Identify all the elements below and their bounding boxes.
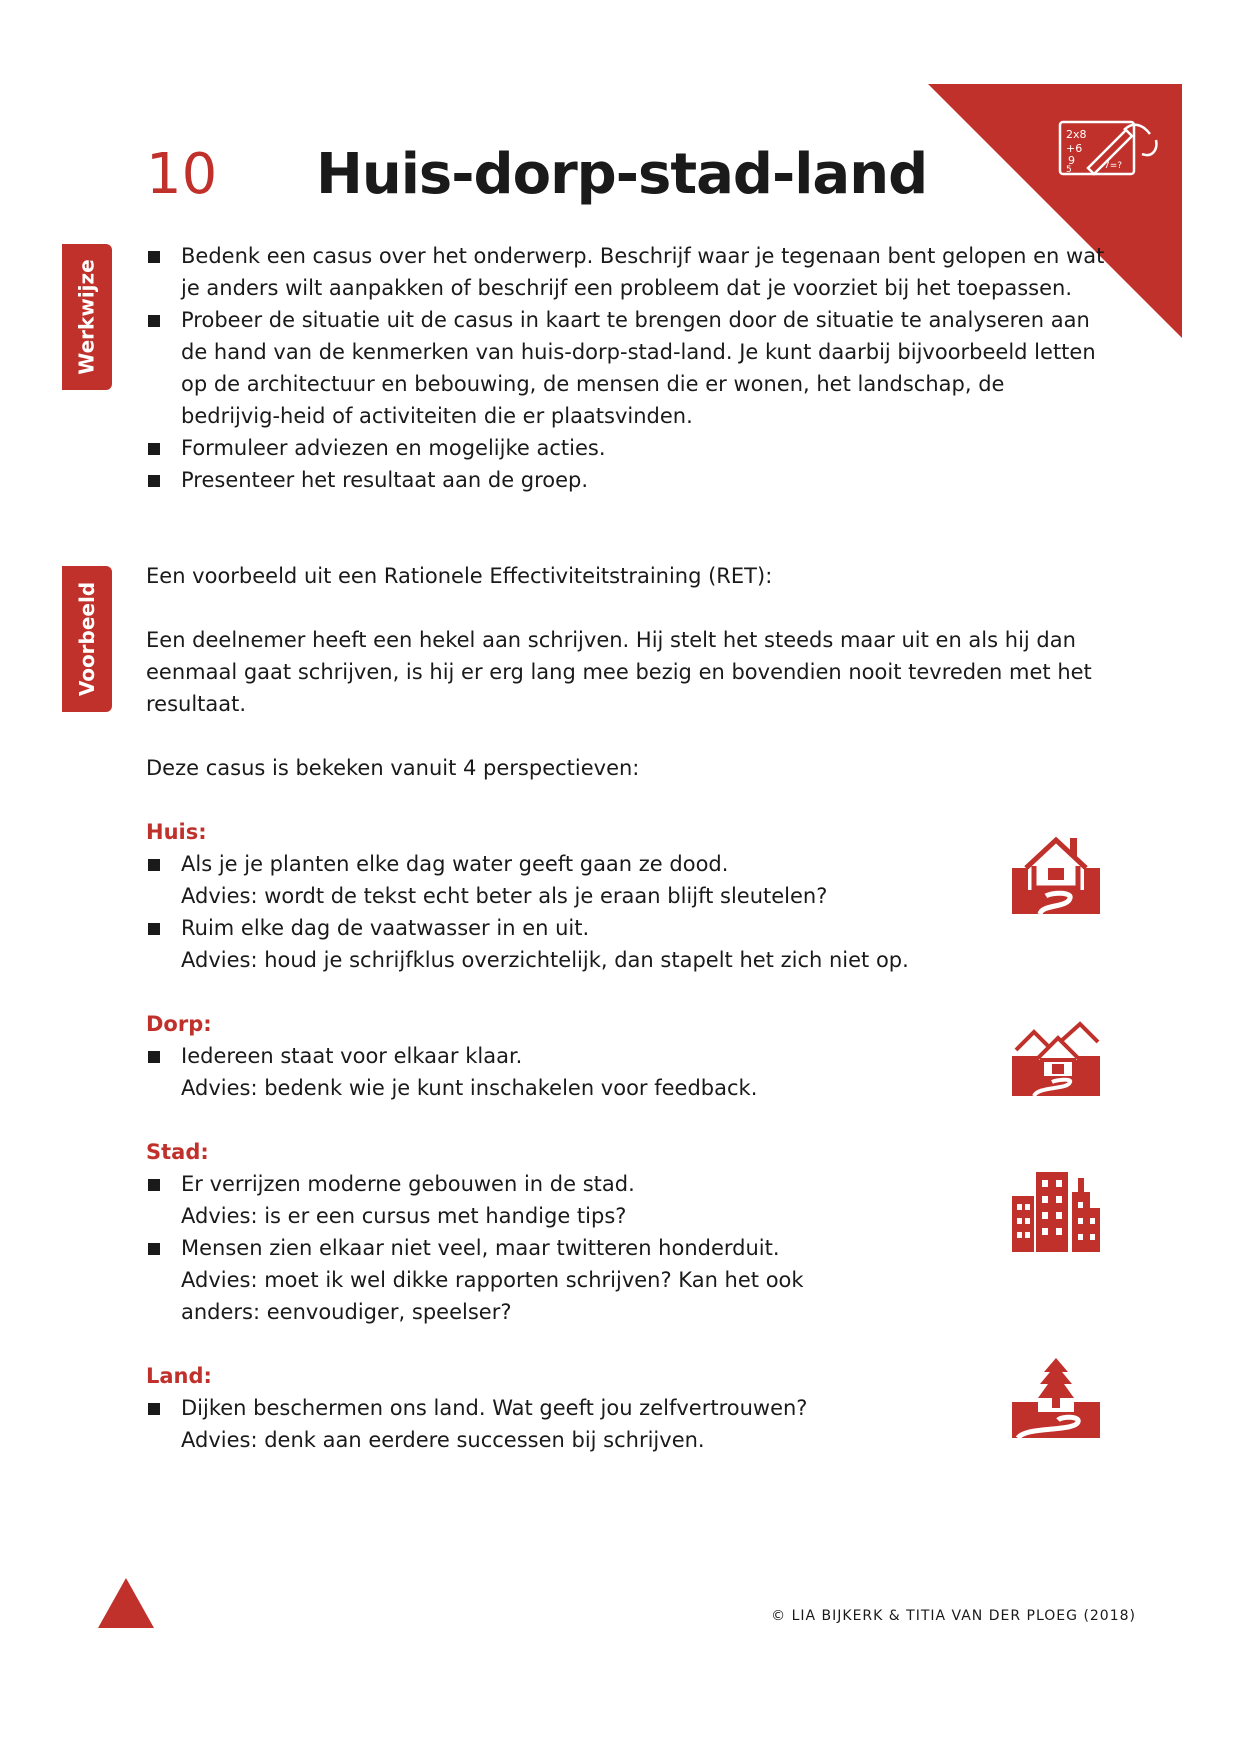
item-line: Mensen zien elkaar niet veel, maar twitteren honderduit. xyxy=(181,1236,780,1260)
svg-text:9: 9 xyxy=(1068,154,1075,167)
city-icon xyxy=(1012,1172,1100,1252)
list-item: Formuleer adviezen en mogelijke acties. xyxy=(146,432,1106,464)
section-heading: Stad: xyxy=(146,1140,209,1164)
section-dorp xyxy=(146,1008,1106,1104)
section-heading: Huis: xyxy=(146,820,207,844)
werkwijze-section xyxy=(146,240,1106,496)
huis-list xyxy=(146,848,1106,976)
item-advice: Advies: bedenk wie je kunt inschakelen voor feedback. xyxy=(181,1076,758,1100)
item-line: Ruim elke dag de vaatwasser in en uit. xyxy=(181,916,590,940)
copyright: © LIA BIJKERK & TITIA VAN DER PLOEG (2018) xyxy=(771,1608,1136,1624)
village-icon xyxy=(1012,1016,1100,1096)
item-line: Er verrijzen moderne gebouwen in de stad. xyxy=(181,1172,635,1196)
svg-text:5: 5 xyxy=(1066,165,1072,175)
stad-list xyxy=(146,1168,1106,1328)
perspectives-intro: Deze casus is bekeken vanuit 4 perspectieven: xyxy=(146,756,640,780)
section-stad xyxy=(146,1136,1106,1328)
list-item: Probeer de situatie uit de casus in kaart te brengen door de situatie te analyseren aan de hand van de kenmerken van huis-dorp-stad-land. Je kunt daarbij bijvoorbeeld letten op de architectuur en bebouwing, de mensen die er wonen, het landschap, de bedrijvig-heid of activiteiten die er plaatsvinden. xyxy=(146,304,1106,432)
list-item: Bedenk een casus over het onderwerp. Beschrijf waar je tegenaan bent gelopen en wat je anders wilt aanpakken of beschrijf een probleem dat je voorziet bij het toepassen. xyxy=(146,240,1106,304)
dorp-list xyxy=(146,1040,1106,1104)
triangle-logo-icon xyxy=(98,1578,154,1628)
werkwijze-list xyxy=(146,240,1106,496)
tree-landscape-icon xyxy=(1012,1358,1100,1438)
item-advice: Advies: houd je schrijfklus overzichtelijk, dan stapelt het zich niet op. xyxy=(181,948,909,972)
list-item xyxy=(146,912,1106,976)
list-item xyxy=(146,848,1106,912)
item-advice: Advies: wordt de tekst echt beter als je eraan blijft sleutelen? xyxy=(181,884,828,908)
section-heading: Dorp: xyxy=(146,1012,212,1036)
house-icon xyxy=(1012,834,1100,914)
tab-werkwijze-label: Werkwijze xyxy=(75,259,99,375)
svg-text:+6: +6 xyxy=(1066,142,1083,155)
item-line: Dijken beschermen ons land. Wat geeft jou zelfvertrouwen? xyxy=(181,1396,808,1420)
list-item xyxy=(146,1168,1106,1232)
section-heading: Land: xyxy=(146,1364,212,1388)
item-line: Als je je planten elke dag water geeft gaan ze dood. xyxy=(181,852,729,876)
item-advice: Advies: moet ik wel dikke rapporten schrijven? Kan het ook anders: eenvoudiger, speelser? xyxy=(181,1268,804,1324)
voorbeeld-intro: Een voorbeeld uit een Rationele Effectiviteitstraining (RET): xyxy=(146,564,773,588)
page-title: Huis-dorp-stad-land xyxy=(316,142,928,207)
tab-voorbeeld-label: Voorbeeld xyxy=(75,581,100,697)
item-advice: Advies: denk aan eerdere successen bij schrijven. xyxy=(181,1428,705,1452)
item-advice: Advies: is er een cursus met handige tips? xyxy=(181,1204,627,1228)
list-item xyxy=(146,1392,1106,1456)
tab-voorbeeld xyxy=(62,566,112,712)
item-line: Iedereen staat voor elkaar klaar. xyxy=(181,1044,523,1068)
list-item xyxy=(146,1040,1106,1104)
svg-text:2x8: 2x8 xyxy=(1066,128,1087,141)
voorbeeld-case: Een deelnemer heeft een hekel aan schrijven. Hij stelt het steeds maar uit en als hij dan eenmaal gaat schrijven, is hij er erg lang mee bezig en bovendien nooit tevreden met het resultaat. xyxy=(146,628,1092,716)
section-land xyxy=(146,1360,1106,1456)
exercise-number: 10 xyxy=(146,142,218,207)
tab-werkwijze xyxy=(62,244,112,390)
list-item xyxy=(146,1232,1106,1328)
svg-text:7=?: 7=? xyxy=(1104,161,1123,171)
list-item: Presenteer het resultaat aan de groep. xyxy=(146,464,1106,496)
section-huis xyxy=(146,816,1106,976)
land-list xyxy=(146,1392,1106,1456)
